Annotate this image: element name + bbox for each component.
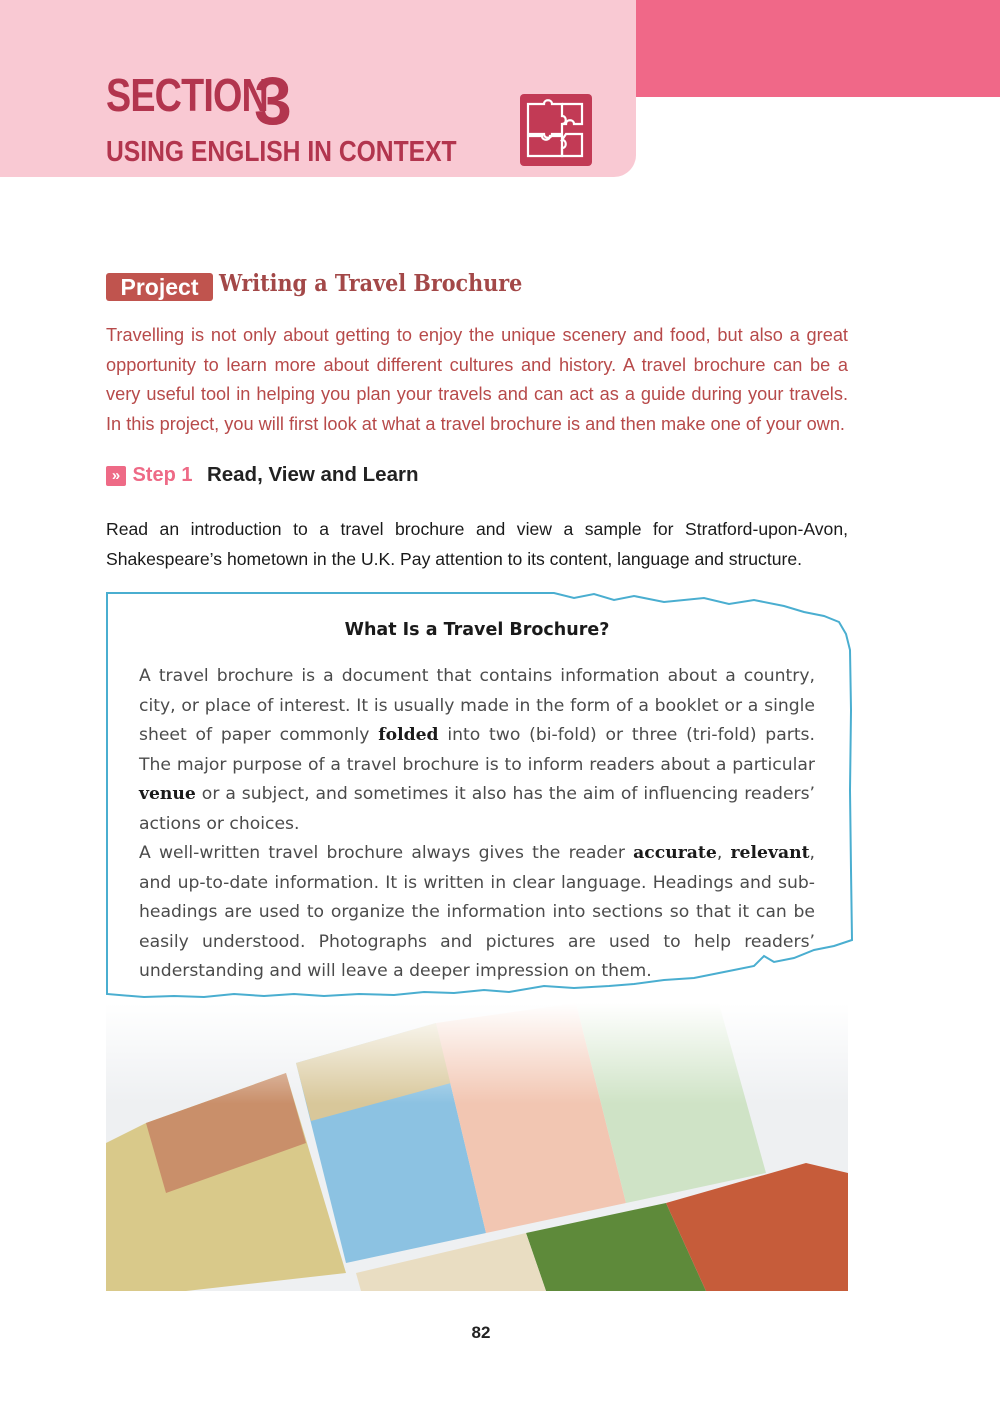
step-label: Step 1 (132, 464, 193, 486)
section-heading (106, 63, 303, 139)
section-number: 3 (254, 63, 291, 139)
project-tag: Project (106, 273, 213, 301)
text-run: A well-written travel brochure always gives the reader (139, 843, 634, 863)
text-run: into two (bi-fold) or three (tri-fold) parts. The major purpose of a travel brochure is to inform readers about a particular (139, 725, 815, 775)
project-intro: Travelling is not only about getting to enjoy the unique scenery and food, but also a great opportunity to learn more about different cultures and history. A travel brochure can be a very useful tool in helping you plan your travels and can act as a guide during your travels. In this project, you will first look at what a travel brochure is and then make one of your own. (106, 325, 848, 434)
section-word: SECTION (106, 69, 268, 121)
page-number: 82 (471, 1323, 491, 1342)
text-run: A travel brochure is a document that contains information about a country, city, or place of interest. It is usually made in the form of a booklet or a single sheet of paper commonly (139, 666, 815, 745)
text-run: or a subject, and sometimes it also has the aim of influencing readers’ actions or choices. (139, 784, 815, 834)
puzzle-icon (520, 94, 592, 166)
step-title: Read, View and Learn (206, 463, 419, 486)
text-run: , and up-to-date information. It is written in clear language. Headings and sub-headings are used to organize the information into sections so that it can be easily understood. Photographs and pictures are used to help readers’ understanding and will leave a deeper impression on them. (139, 843, 815, 981)
bold-term-relevant: relevant (730, 843, 810, 863)
header-accent-bar (636, 0, 1000, 97)
text-run: , (716, 843, 731, 863)
info-box-paragraph-1 (139, 662, 815, 839)
double-chevron-icon: » (106, 466, 126, 486)
section-subtitle: USING ENGLISH IN CONTEXT (106, 136, 457, 168)
bold-term-accurate: accurate (633, 843, 717, 863)
step-instruction: Read an introduction to a travel brochure and view a sample for Stratford-upon-Avon, Shakespeare’s hometown in the U.K. Pay attention to its content, language and structure. (106, 519, 848, 569)
brochure-photo (106, 1003, 848, 1291)
info-box-title: What Is a Travel Brochure? (344, 620, 610, 640)
info-box-body (139, 662, 815, 987)
bold-term-venue: venue (139, 784, 196, 804)
step-1-heading (106, 463, 418, 487)
project-title: Writing a Travel Brochure (219, 270, 523, 297)
info-box-paragraph-2 (139, 839, 815, 987)
bold-term-folded: folded (378, 725, 439, 745)
